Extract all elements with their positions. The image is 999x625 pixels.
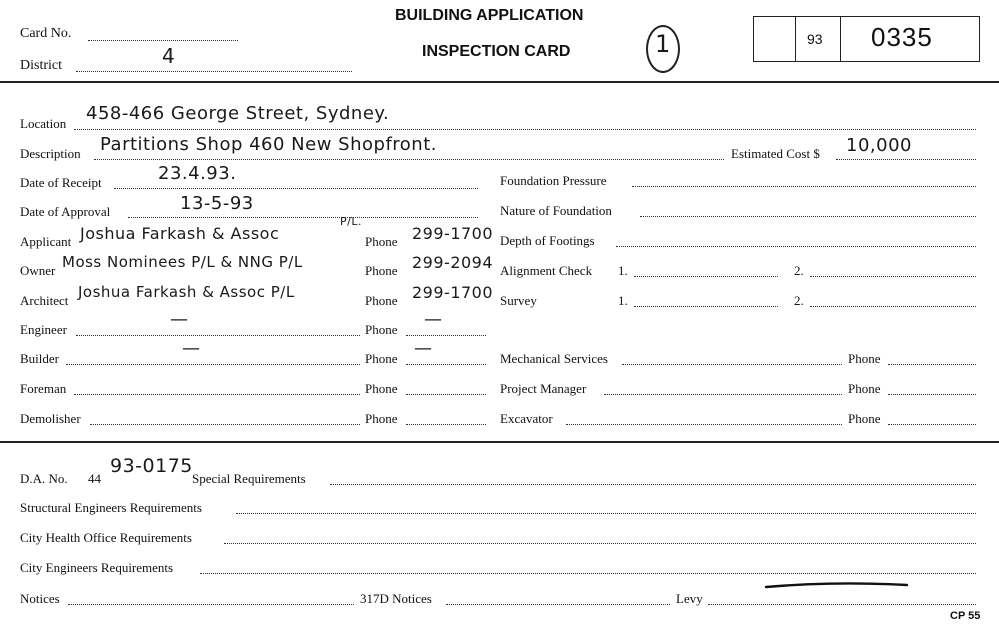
health-dots [224, 543, 976, 544]
card-no-label: Card No. [20, 26, 72, 41]
nature-foundation-dots [640, 216, 976, 217]
engineer-phone-label: Phone [365, 322, 398, 337]
estimated-cost-value: 10,000 [846, 135, 912, 156]
survey-label: Survey [500, 293, 537, 308]
owner-label: Owner [20, 263, 56, 278]
excavator-phone-dots [888, 424, 976, 425]
project-manager-phone-label: Phone [848, 381, 881, 396]
date-approval-label: Date of Approval [20, 204, 111, 219]
notices-label: Notices [20, 591, 60, 606]
card-number-box [753, 16, 980, 62]
demolisher-phone-dots [406, 424, 486, 425]
date-receipt-label: Date of Receipt [20, 175, 102, 190]
applicant-phone-label: Phone [365, 234, 398, 249]
architect-value: Joshua Farkash & Assoc P/L [78, 283, 295, 301]
builder-phone-dash: — [414, 338, 433, 359]
date-approval-dots [128, 217, 478, 218]
excavator-label: Excavator [500, 411, 553, 426]
foreman-phone-dots [406, 394, 486, 395]
card-number-divider-1 [795, 16, 796, 62]
form-code: CP 55 [950, 610, 981, 622]
description-value: Partitions Shop 460 New Shopfront. [100, 134, 437, 155]
date-approval-value: 13-5-93 [180, 193, 254, 214]
year-code: 93 [807, 31, 823, 47]
demolisher-phone-label: Phone [365, 411, 398, 426]
builder-dash: — [182, 338, 201, 359]
foreman-phone-label: Phone [365, 381, 398, 396]
owner-phone: 299-2094 [412, 253, 494, 272]
alignment-two: 2. [794, 263, 804, 278]
alignment-one: 1. [618, 263, 628, 278]
project-manager-dots [604, 394, 842, 395]
builder-phone-dots [406, 364, 486, 365]
description-dots [94, 159, 724, 160]
architect-label: Architect [20, 293, 69, 308]
card-no-dots [88, 40, 238, 41]
da-value: 93-0175 [110, 455, 193, 477]
description-label: Description [20, 146, 81, 161]
alignment-one-dots [634, 276, 778, 277]
district-value: 4 [162, 44, 176, 68]
foundation-pressure-label: Foundation Pressure [500, 173, 607, 188]
foreman-label: Foreman [20, 381, 67, 396]
architect-phone: 299-1700 [412, 283, 494, 302]
excavator-dots [566, 424, 842, 425]
excavator-phone-label: Phone [848, 411, 881, 426]
depth-footings-label: Depth of Footings [500, 233, 595, 248]
engineer-dots [76, 335, 360, 336]
card-number: 0335 [871, 22, 933, 52]
foreman-dots [74, 394, 360, 395]
project-manager-label: Project Manager [500, 381, 587, 396]
da-no-label: D.A. No. [20, 471, 68, 486]
project-manager-phone-dots [888, 394, 976, 395]
estimated-cost-label: Estimated Cost $ [731, 146, 820, 161]
title-line-1: BUILDING APPLICATION [395, 7, 584, 24]
special-requirements-dots [330, 484, 976, 485]
header-rule [0, 81, 999, 83]
levy-label: Levy [676, 591, 703, 606]
date-receipt-value: 23.4.93. [158, 163, 237, 184]
title-line-2: INSPECTION CARD [422, 43, 571, 60]
nature-foundation-label: Nature of Foundation [500, 203, 612, 218]
date-receipt-dots [114, 188, 478, 189]
alignment-check-label: Alignment Check [500, 263, 593, 278]
health-label: City Health Office Requirements [20, 530, 192, 545]
engineer-dash: — [170, 309, 189, 330]
district-dots [76, 71, 352, 72]
builder-dots [66, 364, 360, 365]
card-number-divider-2 [840, 16, 841, 62]
mechanical-label: Mechanical Services [500, 351, 608, 366]
notices-317d-label: 317D Notices [360, 591, 432, 606]
structural-label: Structural Engineers Requirements [20, 500, 202, 515]
city-engineers-label: City Engineers Requirements [20, 560, 174, 575]
details-rule [0, 441, 999, 443]
foundation-pressure-dots [632, 186, 976, 187]
demolisher-dots [90, 424, 360, 425]
location-dots [74, 129, 976, 130]
owner-phone-label: Phone [365, 263, 398, 278]
levy-handwritten-stroke [764, 578, 910, 592]
mechanical-phone-label: Phone [848, 351, 881, 366]
levy-dots [708, 604, 976, 605]
applicant-label: Applicant [20, 234, 72, 249]
structural-dots [236, 513, 976, 514]
owner-value: Moss Nominees P/L & NNG P/L [62, 253, 303, 271]
notices-dots [68, 604, 354, 605]
location-label: Location [20, 116, 67, 131]
engineer-phone-dash: — [424, 309, 443, 330]
builder-phone-label: Phone [365, 351, 398, 366]
survey-two: 2. [794, 293, 804, 308]
city-engineers-dots [200, 573, 976, 574]
alignment-two-dots [810, 276, 976, 277]
demolisher-label: Demolisher [20, 411, 81, 426]
builder-label: Builder [20, 351, 59, 366]
applicant-note: P/L. [340, 215, 362, 228]
da-prefix: 44 [88, 471, 101, 486]
mechanical-dots [622, 364, 842, 365]
estimated-cost-dots [836, 159, 976, 160]
survey-two-dots [810, 306, 976, 307]
depth-footings-dots [616, 246, 976, 247]
special-requirements-label: Special Requirements [192, 471, 306, 486]
survey-one: 1. [618, 293, 628, 308]
engineer-label: Engineer [20, 322, 67, 337]
survey-one-dots [634, 306, 778, 307]
district-label: District [20, 58, 62, 73]
engineer-phone-dots [406, 335, 486, 336]
notices-317d-dots [446, 604, 670, 605]
circled-number: 1 [655, 30, 671, 58]
applicant-phone: 299-1700 [412, 224, 494, 243]
architect-phone-label: Phone [365, 293, 398, 308]
location-value: 458-466 George Street, Sydney. [86, 103, 390, 124]
mechanical-phone-dots [888, 364, 976, 365]
applicant-value: Joshua Farkash & Assoc [80, 224, 280, 243]
